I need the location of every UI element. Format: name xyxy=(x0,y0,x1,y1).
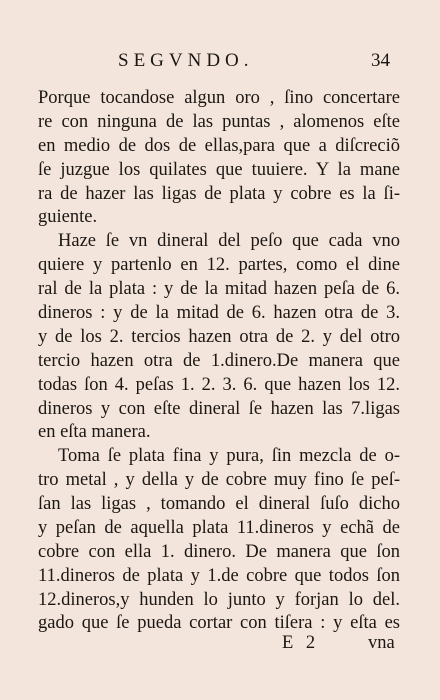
signature-mark: E 2 xyxy=(282,633,316,653)
text-line: guiente. xyxy=(38,207,98,227)
text-line: y de los 2. tercios hazen otra de 2. y del otro xyxy=(38,327,400,347)
text-line: Porque tocandose algun oro , ſino concertare xyxy=(38,88,400,108)
text-line: quiere y partenlo en 12. partes, como el dine xyxy=(38,255,400,275)
text-line: tro metal , y della y de cobre muy fino ſe peſ- xyxy=(38,470,400,490)
text-line: tercio hazen otra de 1.dinero.De manera que xyxy=(38,351,400,371)
text-line: dineros y con eſte dineral ſe hazen las 7.ligas xyxy=(38,399,400,419)
text-line: todas ſon 4. peſas 1. 2. 3. 6. que hazen los 12. xyxy=(38,375,400,395)
text-line: Toma ſe plata fina y pura, ſin mezcla de o- xyxy=(58,446,400,466)
text-line: 12.dineros,y hunden lo junto y forjan lo del. xyxy=(38,590,400,610)
text-line: dineros : y de la mitad de 6. hazen otra de 3. xyxy=(38,303,400,323)
text-line: gado que ſe pueda cortar con tiſera : y eſta es xyxy=(38,613,400,633)
page-footer xyxy=(0,633,440,657)
text-line: en medio de dos de ellas,para que a diſcreciõ xyxy=(38,136,400,156)
text-line: Haze ſe vn dineral del peſo que cada vno xyxy=(58,231,400,251)
text-line: cobre con ella 1. dinero. De manera que ſon xyxy=(38,542,400,562)
text-line: en eſta manera. xyxy=(38,422,151,442)
text-line: ſan las ligas , tomando el dineral ſuſo dicho xyxy=(38,494,400,514)
text-line: ſe juzgue los quilates que tuuiere. Y la mane xyxy=(38,160,400,180)
text-line: ra de hazer las ligas de plata y cobre es la ſi- xyxy=(38,184,400,204)
text-line: y peſan de aquella plata 11.dineros y echã de xyxy=(38,518,400,538)
catchword: vna xyxy=(368,633,395,653)
page-header xyxy=(0,50,440,74)
text-line: 11.dineros de plata y 1.de cobre que todos ſon xyxy=(38,566,400,586)
text-line: re con ninguna de las puntas , alomenos eſte xyxy=(38,112,400,132)
running-head: SEGVNDO. xyxy=(118,50,254,71)
page-number: 34 xyxy=(371,50,390,71)
text-line: ral de la plata : y de la mitad hazen peſa de 6. xyxy=(38,279,400,299)
